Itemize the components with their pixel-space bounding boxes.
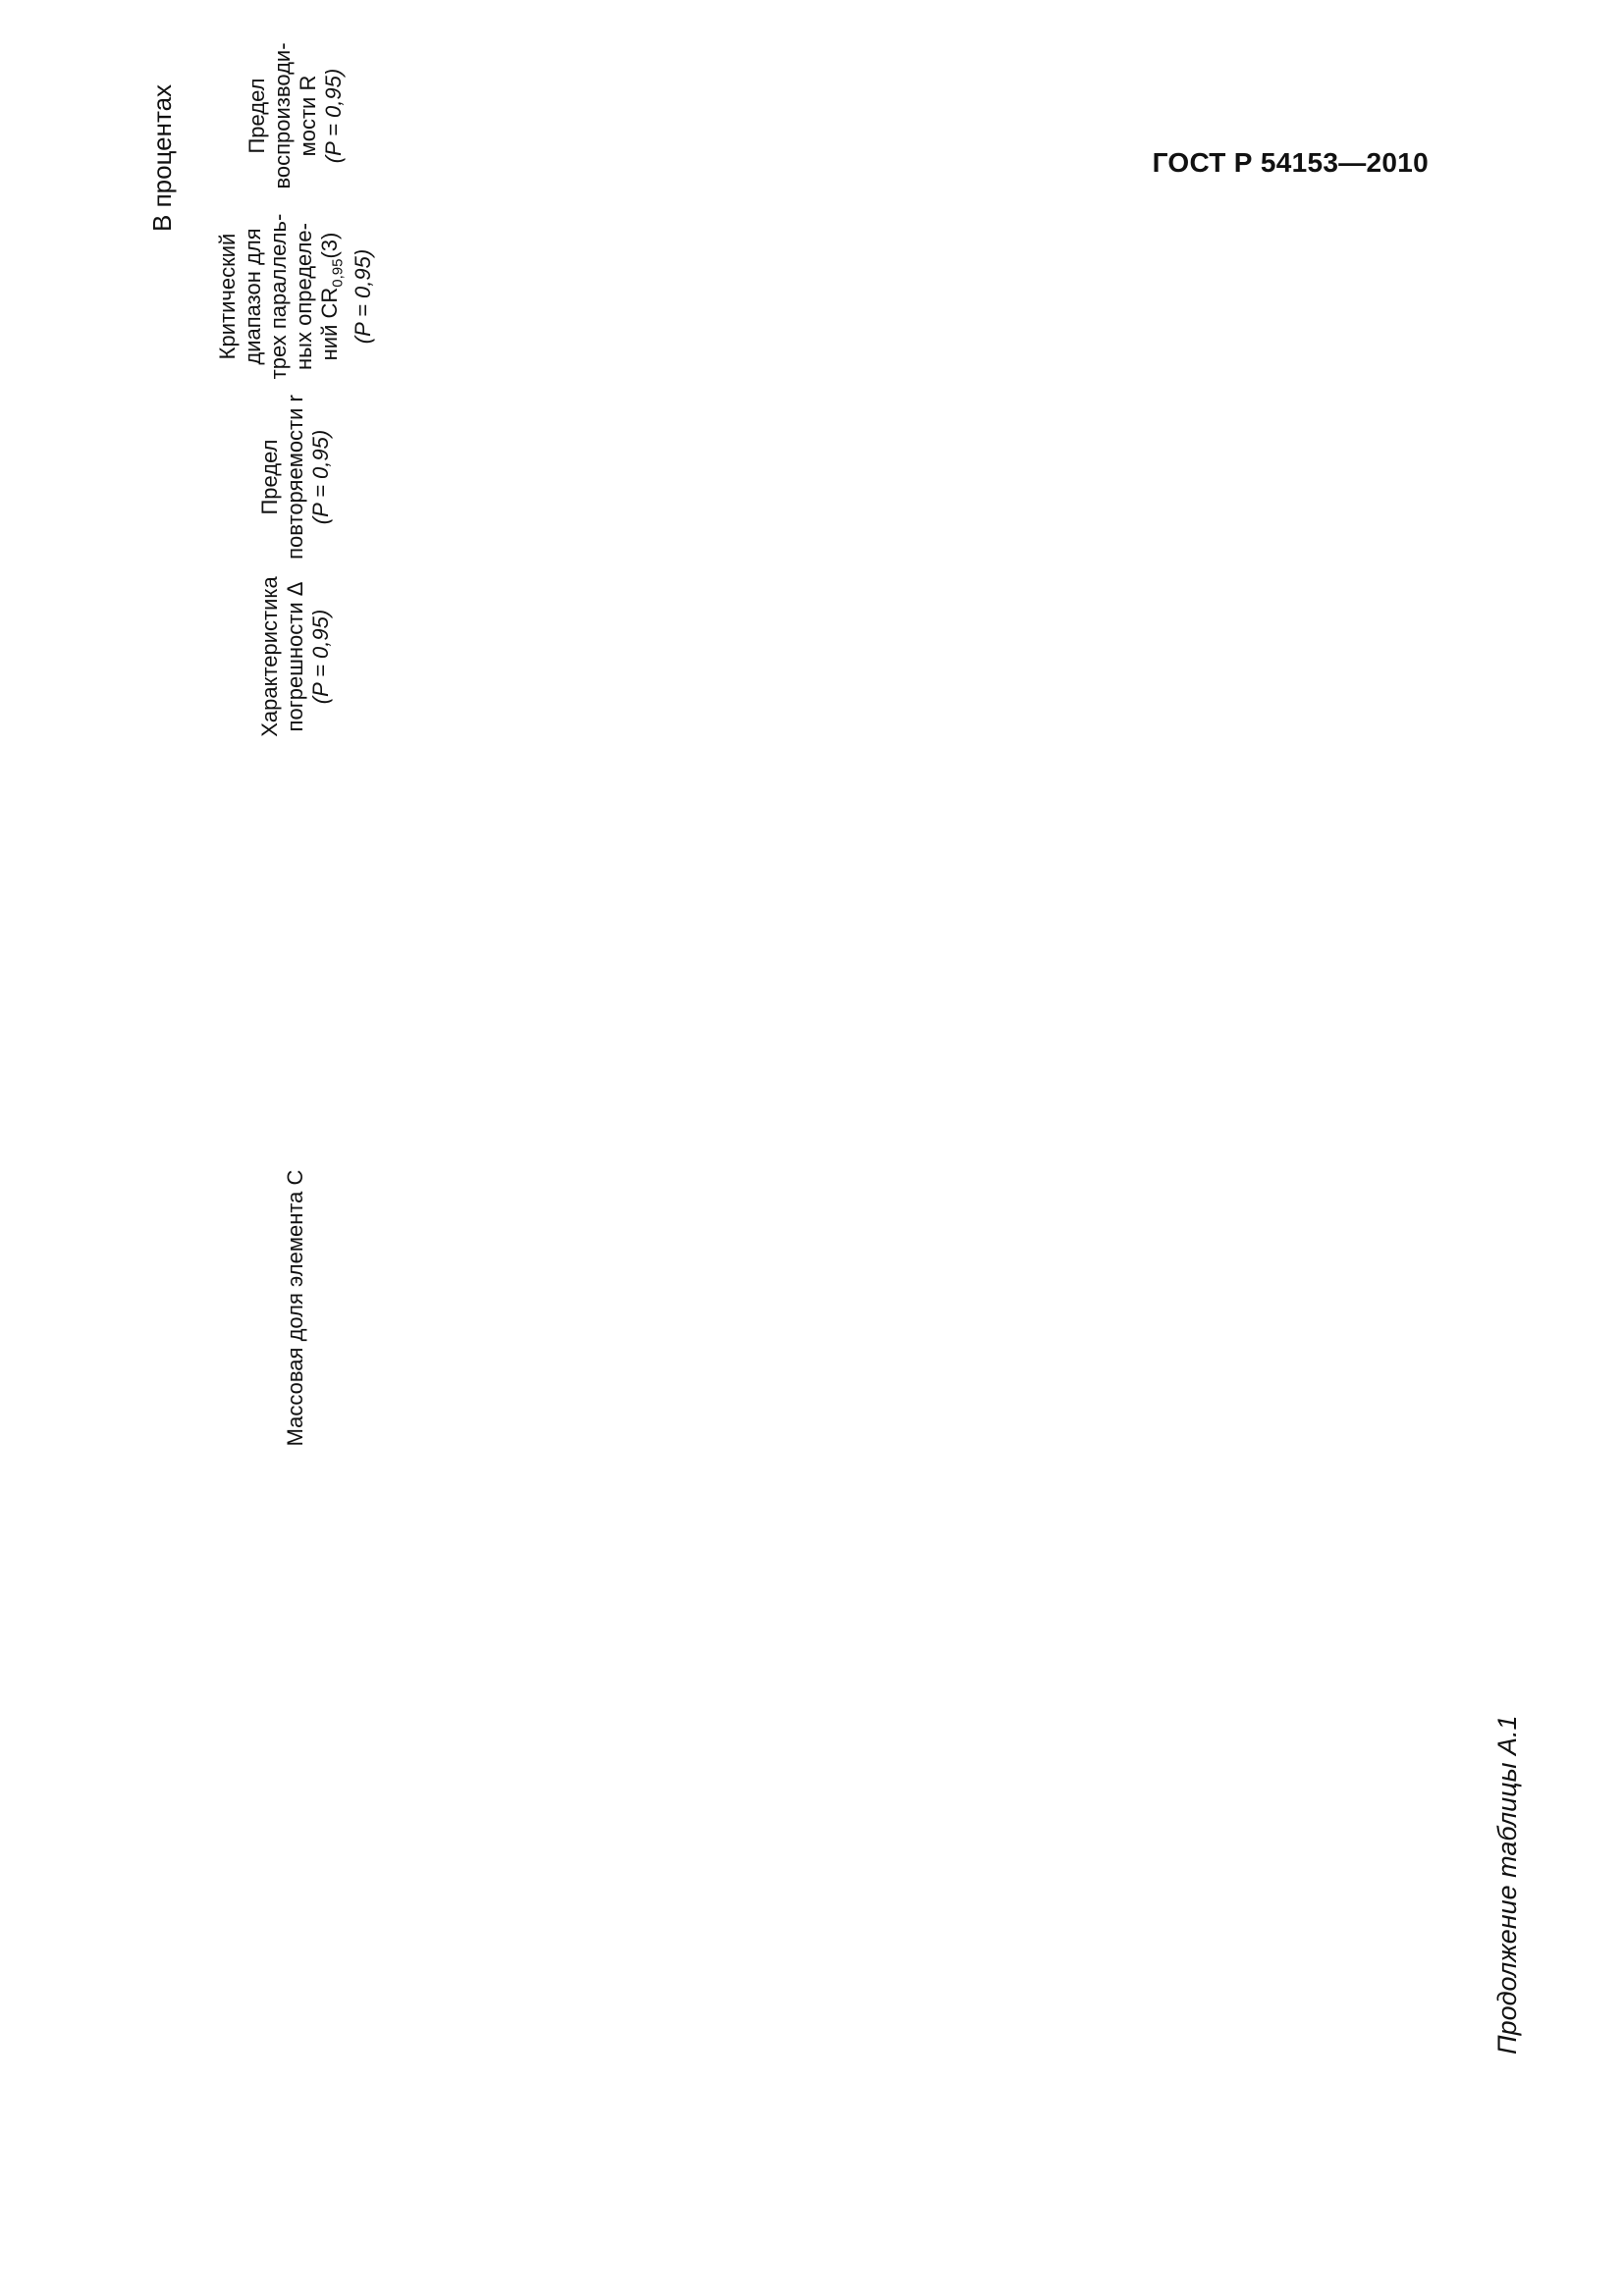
header-cr-l6: (P = 0,95) — [351, 248, 376, 345]
header-R-l1: Предел — [244, 78, 269, 154]
units-note: В процентах — [147, 83, 177, 232]
header-R-l3: мости R — [296, 75, 320, 157]
header-reproducibility-limit — [191, 26, 400, 206]
header-mass-fraction — [191, 746, 400, 1870]
header-error-l1: Характеристика — [257, 576, 282, 737]
header-cr-sub: 0,95 — [329, 258, 347, 288]
header-cr-l4: ных определе- — [291, 223, 316, 370]
header-r-l3: (P = 0,95) — [308, 429, 333, 525]
header-R-l2: воспроизводи- — [270, 42, 295, 189]
header-error-characteristic — [191, 567, 400, 746]
header-cr-l2: диапазон для — [240, 228, 265, 365]
header-repeatability-limit — [191, 387, 400, 567]
header-r-l1: Предел — [257, 439, 282, 515]
header-error-l2: погрешности Δ — [283, 581, 307, 732]
table-caption: Продолжение таблицы А.1 — [1492, 1715, 1522, 2055]
header-cr-l1: Критический — [214, 233, 240, 360]
header-error-l3: (P = 0,95) — [308, 609, 333, 705]
header-R-l4: (P = 0,95) — [321, 68, 346, 164]
header-cr-l5b: (3) — [316, 232, 342, 259]
header-mass-fraction-text: Массовая доля элемента C — [283, 1169, 307, 1447]
header-cr-l5: ний CR — [316, 287, 342, 361]
header-critical-range — [191, 206, 400, 387]
document-code: ГОСТ Р 54153—2010 — [1152, 147, 1429, 178]
header-r-l2: повторяемости r — [283, 395, 307, 560]
header-cr-l3: трех параллель- — [265, 213, 291, 380]
